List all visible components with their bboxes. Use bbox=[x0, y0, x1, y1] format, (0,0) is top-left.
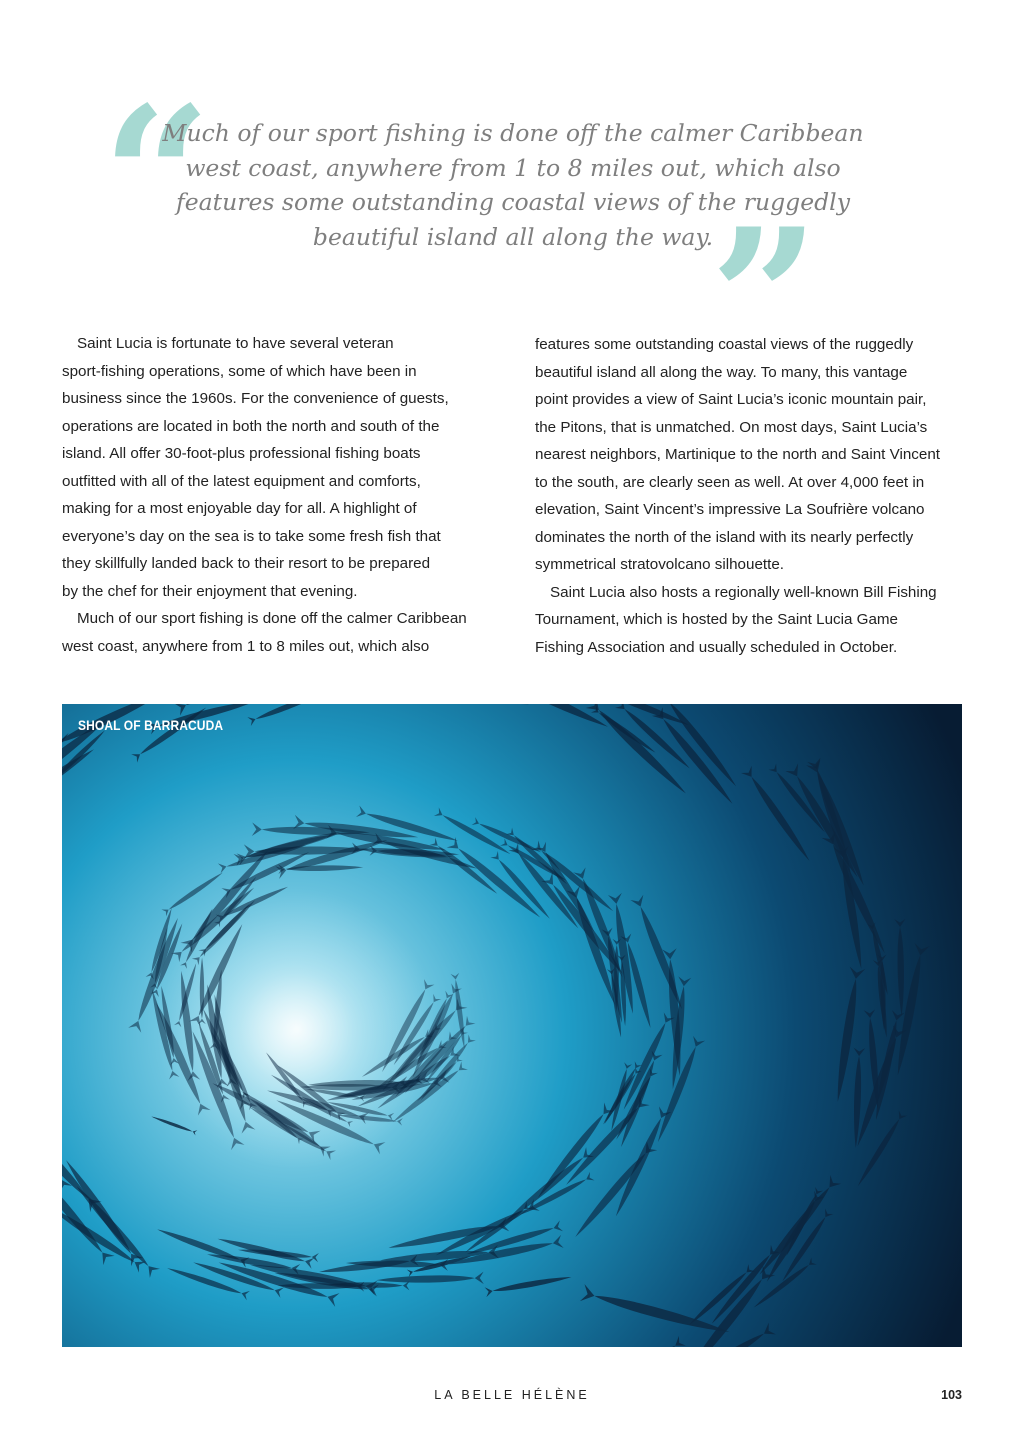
magazine-title: LA BELLE HÉLÈNE bbox=[434, 1388, 590, 1402]
close-quote-icon: ” bbox=[710, 187, 820, 410]
body-text-line: by the chef for their enjoyment that evening. bbox=[62, 582, 358, 600]
body-text-line: business since the 1960s. For the convenience of guests, bbox=[62, 390, 449, 407]
body-column-left bbox=[62, 330, 502, 660]
body-text-line: Tournament, which is hosted by the Saint Lucia Game bbox=[535, 611, 899, 628]
pull-quote-line: Much of our sport fishing is done off the calmer Caribbean bbox=[162, 119, 864, 147]
body-text-line: Fishing Association and usually scheduled in October. bbox=[535, 638, 898, 656]
pull-quote-line: features some outstanding coastal views of the ruggedly bbox=[176, 188, 850, 216]
body-text-line: sport-fishing operations, some of which have been in bbox=[62, 362, 417, 380]
pull-quote-line: beautiful island all along the way. bbox=[312, 222, 714, 251]
page-number: 103 bbox=[941, 1388, 962, 1402]
body-column-right bbox=[535, 331, 975, 661]
body-text-line: dominates the north of the island with its nearly perfectly bbox=[535, 528, 914, 546]
body-text-line: operations are located in both the north and south of the bbox=[62, 417, 440, 435]
body-text-line: features some outstanding coastal views of the ruggedly bbox=[535, 336, 914, 353]
body-text-line: elevation, Saint Vincent’s impressive La Soufrière volcano bbox=[535, 501, 925, 518]
body-text-line: beautiful island all along the way. To many, this vantage bbox=[535, 363, 908, 381]
body-text-line: Much of our sport fishing is done off the calmer Caribbean bbox=[77, 610, 467, 627]
body-text-line: they skillfully landed back to their resort to be prepared bbox=[62, 555, 431, 572]
photo-caption: SHOAL OF BARRACUDA bbox=[78, 717, 224, 733]
body-text-line: Saint Lucia also hosts a regionally well-known Bill Fishing bbox=[550, 583, 937, 601]
open-quote-icon: “ bbox=[102, 65, 212, 288]
body-text-line: making for a most enjoyable day for all. A highlight of bbox=[62, 500, 417, 517]
body-text-line: outfitted with all of the latest equipment and comforts, bbox=[62, 472, 421, 490]
body-text-line: point provides a view of Saint Lucia’s iconic mountain pair, bbox=[535, 391, 927, 408]
body-text-line: nearest neighbors, Martinique to the north and Saint Vincent bbox=[535, 446, 940, 463]
body-text-line: everyone’s day on the sea is to take some fresh fish that bbox=[62, 527, 441, 545]
barracuda-shoal-image bbox=[62, 704, 962, 1347]
pull-quote-line: west coast, anywhere from 1 to 8 miles out, which also bbox=[185, 153, 841, 182]
barracuda-photo bbox=[62, 704, 962, 1347]
body-text-line: to the south, are clearly seen as well. At over 4,000 feet in bbox=[535, 473, 925, 491]
body-text-line: Saint Lucia is fortunate to have several veteran bbox=[77, 335, 394, 352]
body-text-line: the Pitons, that is unmatched. On most days, Saint Lucia’s bbox=[535, 418, 928, 436]
body-text-line: island. All offer 30-foot-plus professional fishing boats bbox=[62, 445, 421, 462]
body-text-line: symmetrical stratovolcano silhouette. bbox=[535, 556, 785, 573]
body-text-line: west coast, anywhere from 1 to 8 miles out, which also bbox=[62, 637, 430, 655]
